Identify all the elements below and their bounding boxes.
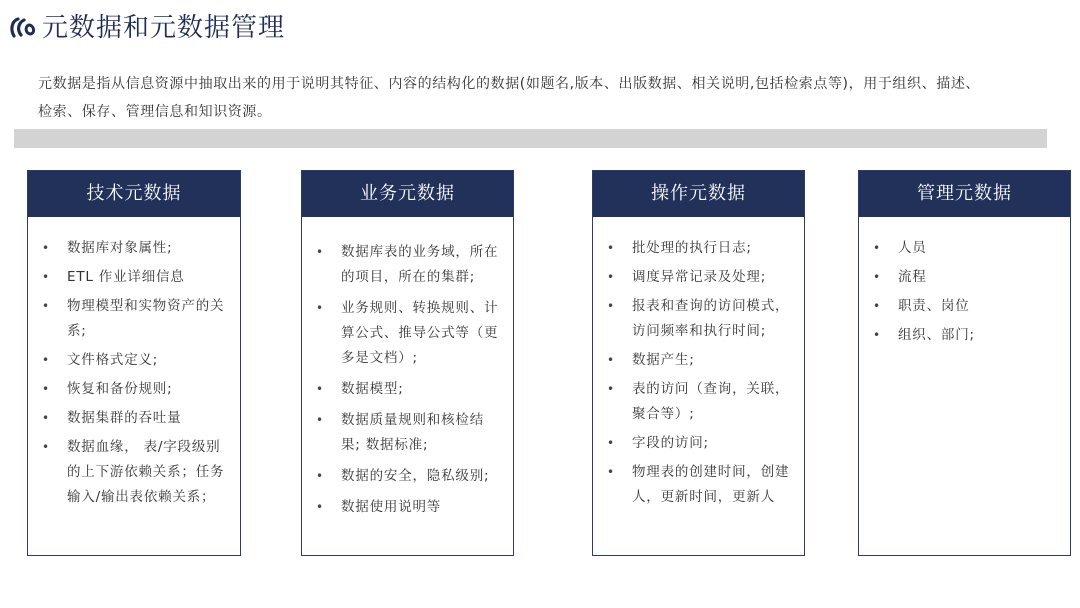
bullet-icon: •	[42, 382, 50, 396]
bullet-icon: •	[873, 299, 881, 313]
card-title: 业务元数据	[302, 171, 513, 217]
card-technical-metadata	[27, 170, 241, 556]
bullet-icon: •	[316, 245, 324, 259]
bullet-icon: •	[42, 299, 50, 313]
list-item: • 调度异常记录及处理;	[607, 265, 794, 290]
card-title: 管理元数据	[859, 171, 1070, 217]
list-item: • 数据库对象属性;	[42, 236, 230, 261]
list-item: • 流程	[873, 265, 1060, 290]
list-item: • 物理模型和实物资产的关系;	[42, 294, 230, 344]
description-line-2: 检索、保存、管理信息和知识资源。	[38, 104, 272, 120]
bullet-icon: •	[607, 270, 615, 284]
list-item: • 数据模型;	[316, 377, 503, 402]
bullet-icon: •	[607, 241, 615, 255]
list-item: • 业务规则、转换规则、计算公式、推导公式等（更多是文档）;	[316, 296, 503, 371]
bullet-icon: •	[873, 241, 881, 255]
bullet-icon: •	[42, 353, 50, 367]
bullet-icon: •	[316, 469, 324, 483]
divider-bar	[14, 129, 1047, 148]
bullet-icon: •	[607, 382, 615, 396]
list-item: • 人员	[873, 236, 1060, 261]
card-title: 技术元数据	[28, 171, 240, 217]
card-list	[593, 217, 804, 510]
list-item: • 批处理的执行日志;	[607, 236, 794, 261]
description	[38, 70, 1048, 126]
bullet-icon: •	[42, 241, 50, 255]
bullet-icon: •	[42, 270, 50, 284]
bullet-icon: •	[42, 411, 50, 425]
bullet-icon: •	[607, 465, 615, 479]
bullet-icon: •	[316, 301, 324, 315]
bullet-icon: •	[316, 500, 324, 514]
bullet-icon: •	[42, 440, 50, 454]
card-business-metadata	[301, 170, 514, 556]
bullet-icon: •	[316, 413, 324, 427]
card-title: 操作元数据	[593, 171, 804, 217]
card-list	[859, 217, 1070, 348]
list-item: • 字段的访问;	[607, 431, 794, 456]
page-title: 元数据和元数据管理	[42, 13, 286, 43]
description-line-1: 元数据是指从信息资源中抽取出来的用于说明其特征、内容的结构化的数据(如题名,版本、出版数据、相关说明,包括检索点等)，用于组织、描述、	[38, 76, 981, 92]
bullet-icon: •	[873, 328, 881, 342]
list-item: • 数据使用说明等	[316, 495, 503, 520]
list-item: • 数据质量规则和核检结果; 数据标准;	[316, 408, 503, 458]
list-item: • ETL 作业详细信息	[42, 265, 230, 290]
list-item: • 数据血缘， 表/字段级别的上下游依赖关系；任务输入/输出表依赖关系；	[42, 435, 230, 510]
bullet-icon: •	[316, 382, 324, 396]
card-list	[302, 217, 513, 520]
card-management-metadata	[858, 170, 1071, 556]
list-item: • 报表和查询的访问模式，访问频率和执行时间;	[607, 294, 794, 344]
bullet-icon: •	[873, 270, 881, 284]
list-item: • 数据产生;	[607, 348, 794, 373]
list-item: • 数据库表的业务域，所在的项目，所在的集群;	[316, 240, 503, 290]
list-item: • 表的访问（查询，关联，聚合等）;	[607, 377, 794, 427]
card-list	[28, 217, 240, 510]
list-item: • 文件格式定义;	[42, 348, 230, 373]
list-item: • 恢复和备份规则;	[42, 377, 230, 402]
list-item: • 职责、岗位	[873, 294, 1060, 319]
list-item: • 组织、部门;	[873, 323, 1060, 348]
bullet-icon: •	[607, 299, 615, 313]
list-item: • 数据集群的吞吐量	[42, 406, 230, 431]
bullet-icon: •	[607, 353, 615, 367]
card-operational-metadata	[592, 170, 805, 556]
bullet-icon: •	[607, 436, 615, 450]
list-item: • 数据的安全，隐私级别;	[316, 464, 503, 489]
list-item: • 物理表的创建时间，创建人，更新时间，更新人	[607, 460, 794, 510]
swirl-logo-icon	[9, 16, 37, 40]
